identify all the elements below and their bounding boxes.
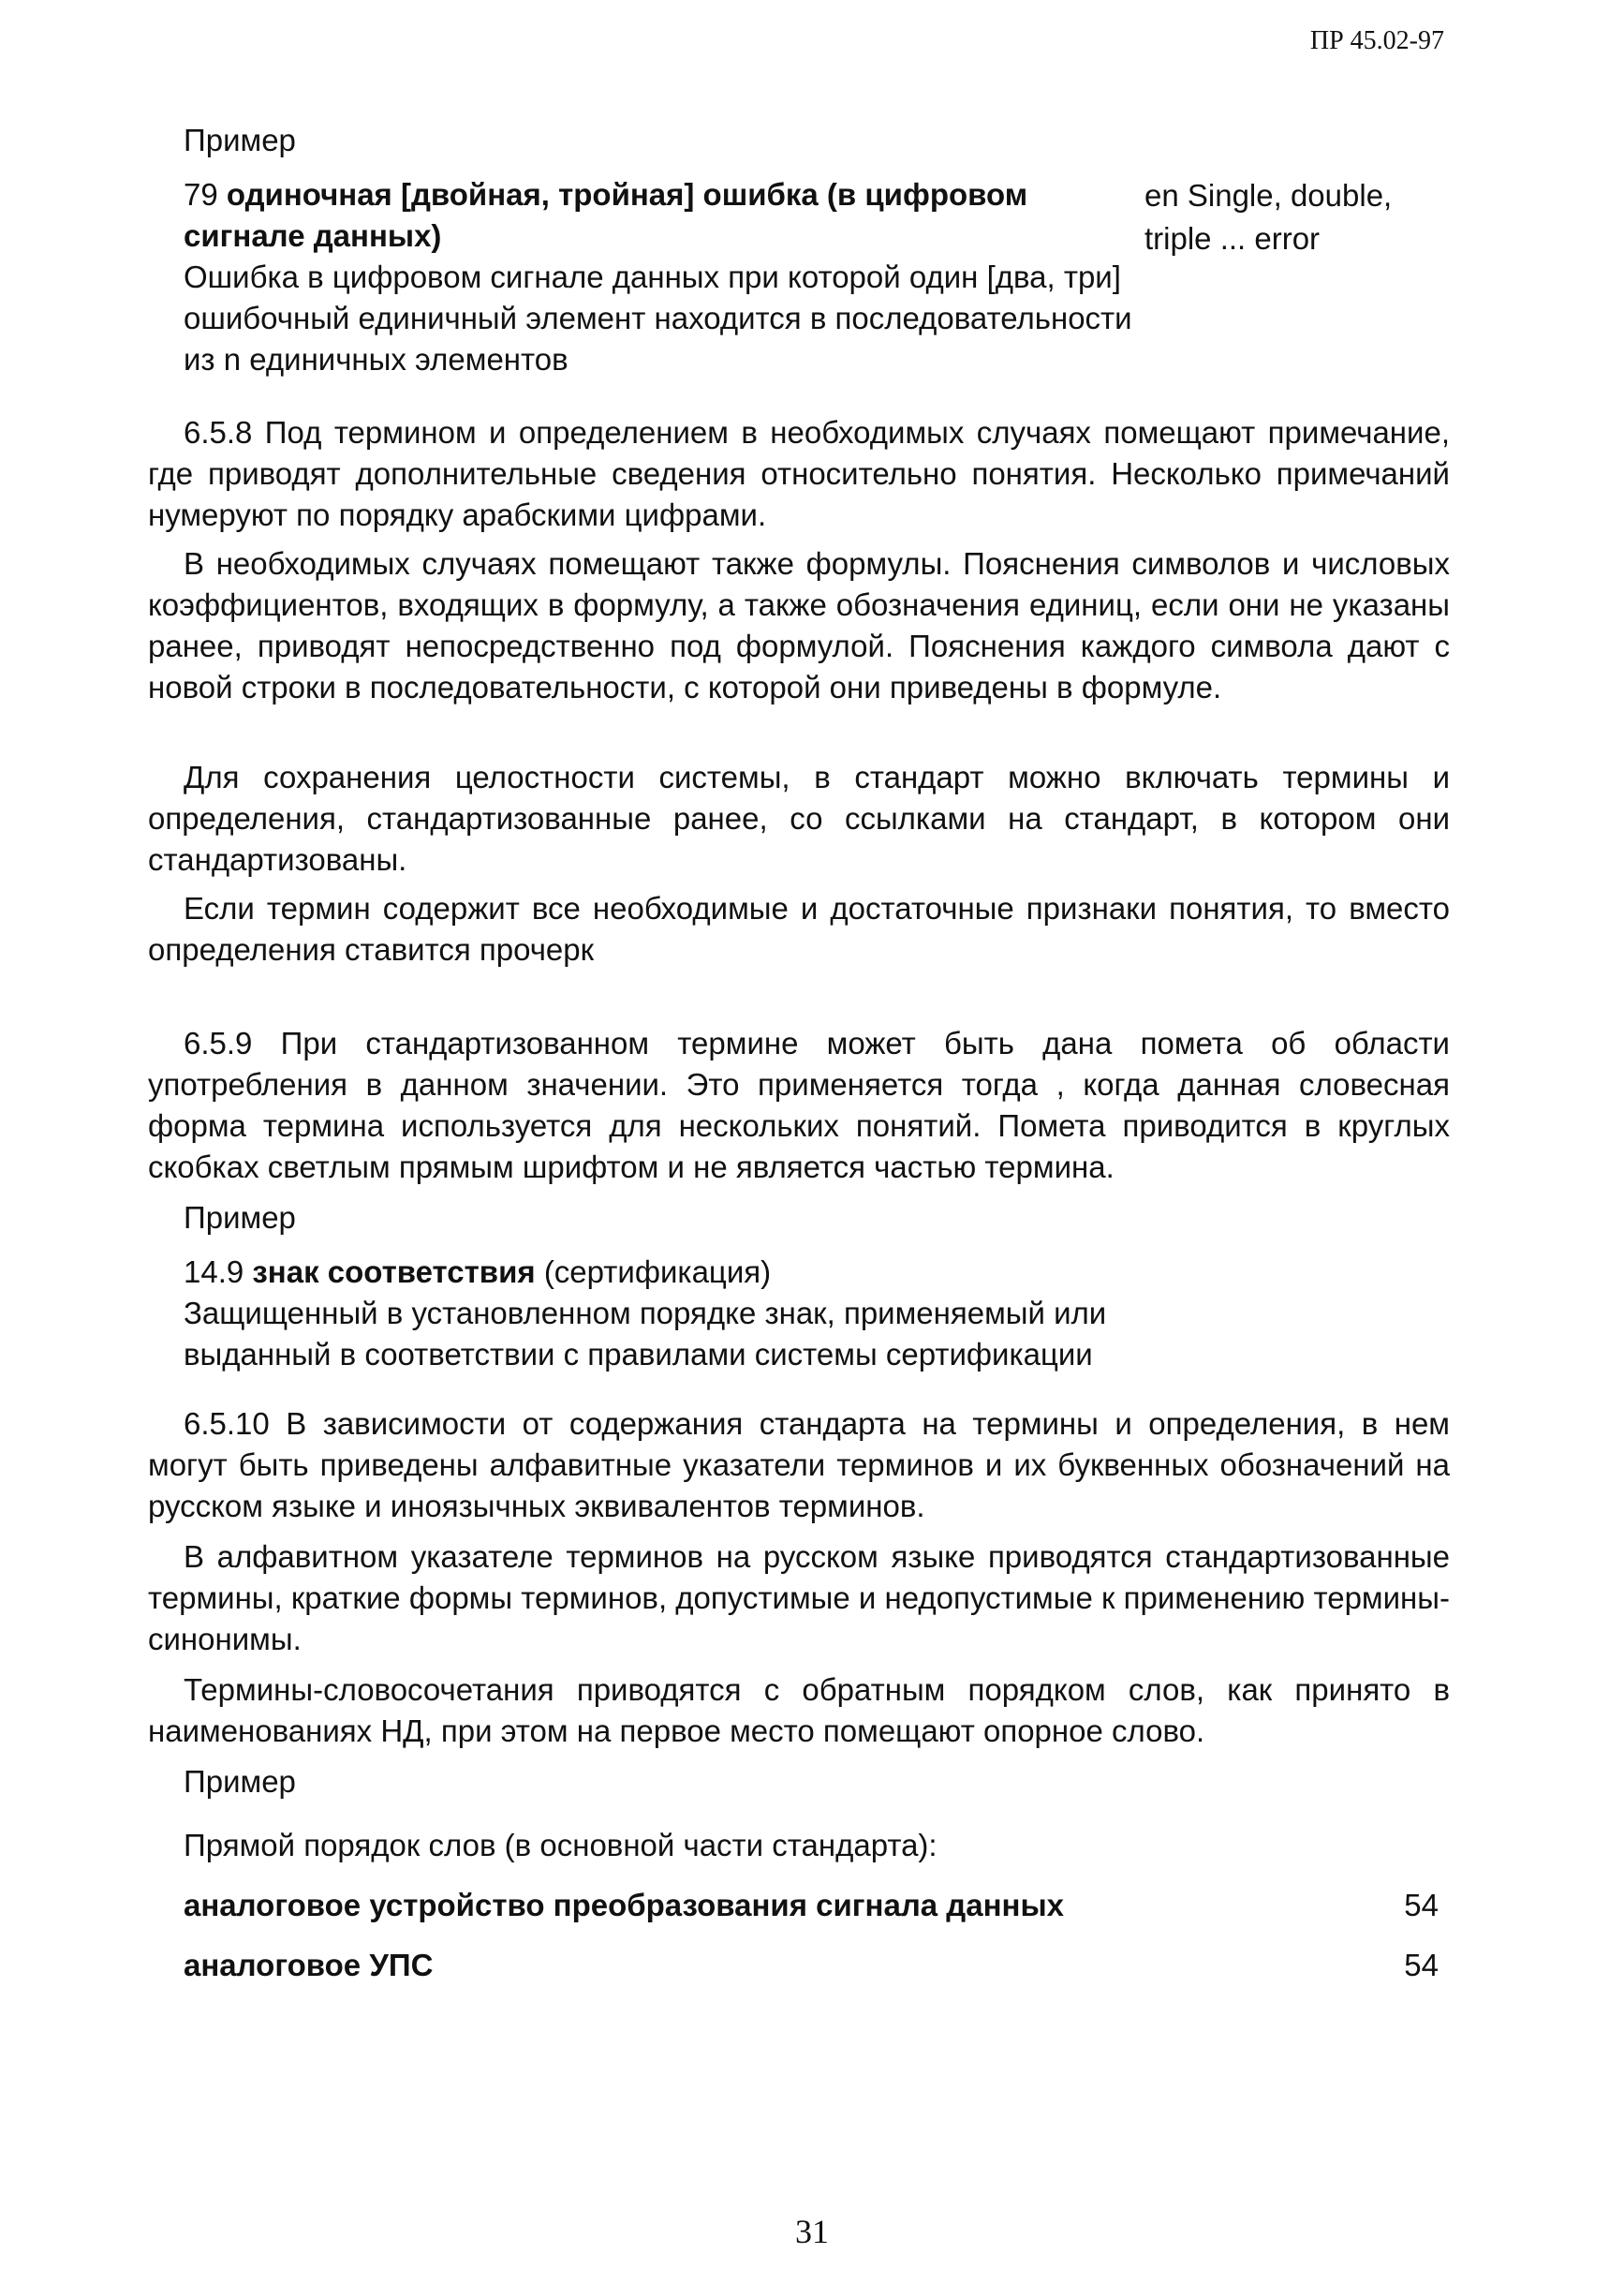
paragraph-dash: Если термин содержит все необходимые и достаточные признаки понятия, то вместо определения ставится прочерк — [148, 891, 1450, 967]
english-equivalent: en Single, double, triple ... error — [1144, 178, 1393, 256]
term-definition: Защищенный в установленном порядке знак, применяемый или выданный в соответствии с правилами системы сертификации — [184, 1296, 1107, 1372]
page-number: 31 — [795, 2213, 829, 2250]
term-definition: Ошибка в цифровом сигнале данных при которой один [два, три] ошибочный единичный элемент находится в последовательности из n единичных элементов — [184, 260, 1132, 377]
paragraph-6-5-9: 6.5.9 При стандартизованном термине может быть дана помета об области употребления в данном значении. Это применяется тогда , когда данная словесная форма термина используется для нескольких понятий. Помета приводится в круглых скобках светлым прямым шрифтом и не является частью термина. — [148, 1026, 1450, 1184]
example-label: Пример — [184, 123, 296, 157]
index-entry-page: 54 — [1404, 1948, 1439, 1982]
document-code: ПР 45.02-97 — [1309, 26, 1444, 55]
word-order-label: Прямой порядок слов (в основной части стандарта): — [184, 1828, 937, 1862]
paragraph-integrity: Для сохранения целостности системы, в стандарт можно включать термины и определения, стандартизованные ранее, со ссылками на стандарт, в котором они стандартизованы. — [148, 760, 1450, 877]
paragraph-6-5-8: 6.5.8 Под термином и определением в необходимых случаях помещают примечание, где приводят дополнительные сведения относительно понятия. Несколько примечаний нумеруют по порядку арабскими цифрами. — [148, 415, 1450, 532]
paragraph-formulas: В необходимых случаях помещают также формулы. Пояснения символов и числовых коэффициентов, входящих в формулу, а также обозначения единиц, если они не указаны ранее, приводят непосредственно под формулой. Пояснения каждого символа дают с новой строки в последовательности, с которой они приведены в формуле. — [148, 546, 1450, 704]
paragraph-6-5-10: 6.5.10 В зависимости от содержания стандарта на термины и определения, в нем могут быть приведены алфавитные указатели терминов и их буквенных обозначений на русском языке и иноязычных эквивалентов терминов. — [148, 1406, 1450, 1523]
example-label: Пример — [184, 1200, 296, 1235]
index-entry-term: аналоговое УПС — [184, 1948, 434, 1982]
term-note: (сертификация) — [543, 1254, 772, 1289]
paragraph-alpha-index: В алфавитном указателе терминов на русском языке приводятся стандартизованные термины, краткие формы терминов, допустимые и недопустимые к применению термины-синонимы. — [148, 1539, 1450, 1656]
example-label: Пример — [184, 1764, 296, 1799]
term-text: одиночная [двойная, тройная] ошибка (в цифровом сигнале данных) — [184, 177, 1028, 253]
term-number: 14.9 — [184, 1254, 244, 1289]
index-entry-page: 54 — [1404, 1888, 1439, 1922]
term-text: знак соответствия — [252, 1254, 536, 1289]
index-entry-term: аналоговое устройство преобразования сигнала данных — [184, 1888, 1065, 1922]
term-number: 79 — [184, 177, 218, 212]
term-entry-79 — [184, 174, 1148, 257]
paragraph-word-order: Термины-словосочетания приводятся с обратным порядком слов, как принято в наименованиях НД, при этом на первое место помещают опорное слово. — [148, 1672, 1450, 1748]
term-entry-14-9 — [184, 1252, 1148, 1293]
